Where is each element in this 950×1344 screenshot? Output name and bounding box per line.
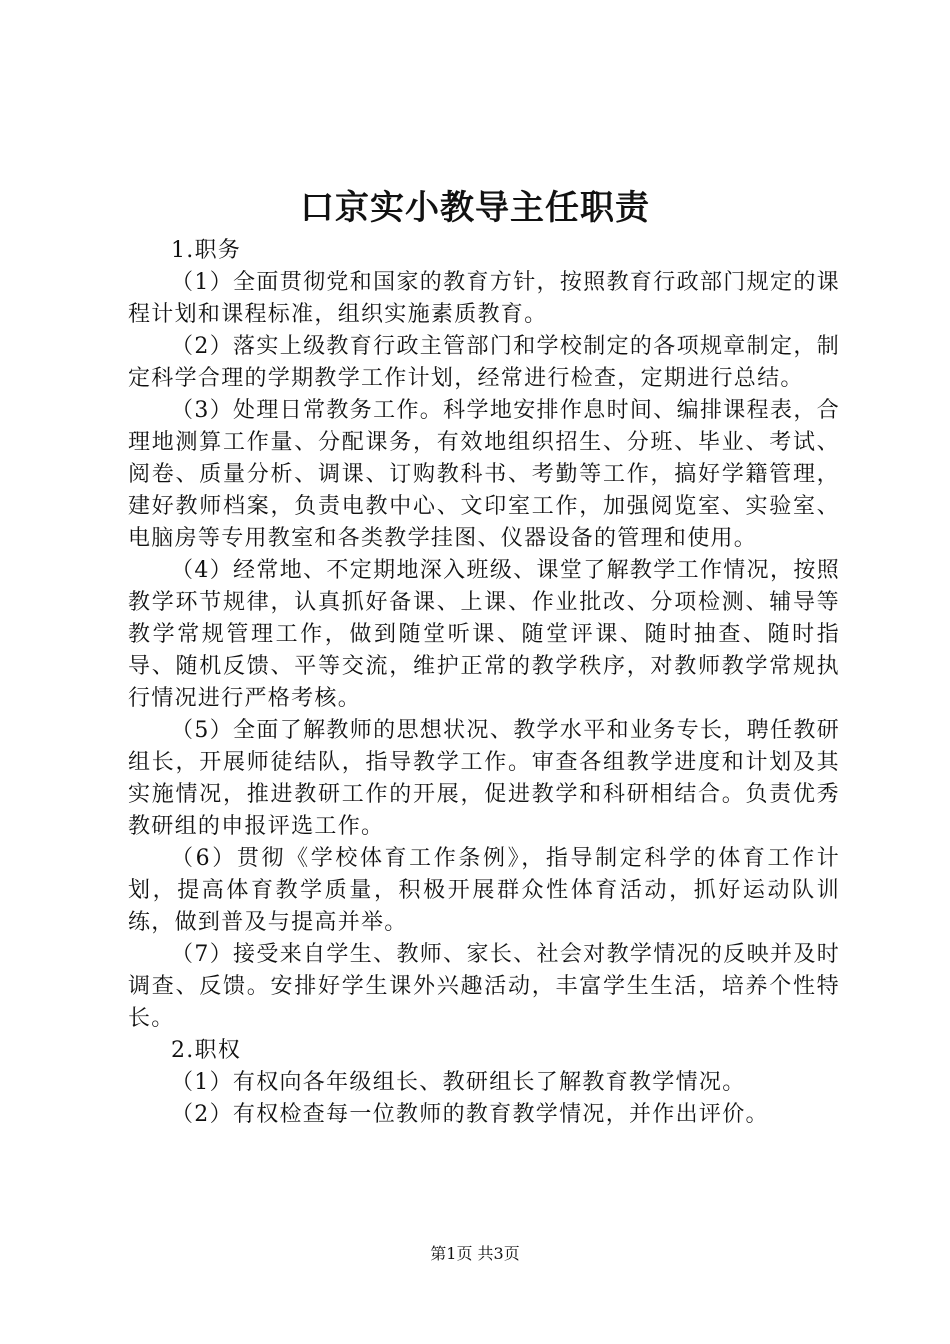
duty-item-1: （1）全面贯彻党和国家的教育方针，按照教育行政部门规定的课程计划和课程标准，组织实施素质教育。 (128, 270, 840, 327)
document-title: 口京实小教导主任职责 (300, 188, 650, 228)
section-heading-powers: 2.职权 (171, 1038, 242, 1063)
duty-item-3: （3）处理日常教务工作。科学地安排作息时间、编排课程表，合理地测算工作量、分配课务，有效地组织招生、分班、毕业、考试、阅卷、质量分析、调课、订购教科书、考勤等工作，搞好学籍管理，建好教师档案，负责电教中心、文印室工作，加强阅览室、实验室、电脑房等专用教室和各类教学挂图、仪器设备的管理和使用。 (128, 398, 840, 551)
power-item-1: （1）有权向各年级组长、教研组长了解教育教学情况。 (171, 1070, 746, 1095)
duty-item-6: （6）贯彻《学校体育工作条例》，指导制定科学的体育工作计划，提高体育教学质量，积极开展群众性体育活动，抓好运动队训练，做到普及与提高并举。 (128, 846, 840, 935)
section-heading-duties: 1.职务 (171, 238, 242, 263)
duty-item-7: （7）接受来自学生、教师、家长、社会对教学情况的反映并及时调查、反馈。安排好学生课外兴趣活动，丰富学生生活，培养个性特长。 (128, 942, 840, 1031)
page-footer: 第1页 共3页 (430, 1244, 520, 1263)
duty-item-4: （4）经常地、不定期地深入班级、课堂了解教学工作情况，按照教学环节规律，认真抓好备课、上课、作业批改、分项检测、辅导等教学常规管理工作，做到随堂听课、随堂评课、随时抽查、随时指导、随机反馈、平等交流，维护正常的教学秩序，对教师教学常规执行情况进行严格考核。 (128, 558, 840, 711)
document-body (128, 235, 840, 1131)
duty-item-5: （5）全面了解教师的思想状况、教学水平和业务专长，聘任教研组长，开展师徒结队，指导教学工作。审查各组教学进度和计划及其实施情况，推进教研工作的开展，促进教学和科研相结合。负责优秀教研组的申报评选工作。 (128, 718, 840, 839)
power-item-2: （2）有权检查每一位教师的教育教学情况，并作出评价。 (171, 1102, 769, 1127)
duty-item-2: （2）落实上级教育行政主管部门和学校制定的各项规章制定，制定科学合理的学期教学工作计划，经常进行检查，定期进行总结。 (128, 334, 840, 391)
